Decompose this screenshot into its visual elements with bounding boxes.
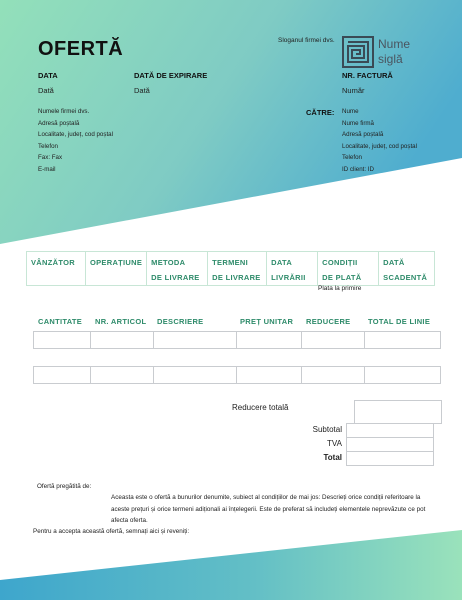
recipient-company[interactable]: Nume firmă [342,119,374,127]
items-header-row [33,317,440,329]
date-label: DATA [38,71,58,80]
cell-discount[interactable] [302,367,365,384]
payment-terms-value[interactable]: Plata la primire [318,285,362,292]
tax-label: TVA [327,439,342,448]
bottom-gradient-band [0,530,462,600]
page-title: OFERTĂ [38,38,124,60]
table-row [34,367,441,384]
square-spiral-logo-icon [342,36,374,68]
col-discount: REDUCERE [306,317,351,326]
col-seller: VÂNZĂTOR [27,252,86,286]
col-line-total: TOTAL DE LINIE [368,317,431,326]
expiry-date-value[interactable]: Dată [134,86,150,95]
recipient-client-id[interactable]: ID client: ID [342,165,374,173]
company-email[interactable]: E-mail [38,165,56,173]
col-payment-terms: CONDIȚII DE PLATĂ [318,252,379,286]
recipient-label: CĂTRE: [306,108,335,117]
col-unit-price: PREȚ UNITAR [240,317,294,326]
company-slogan: Sloganul firmei dvs. [278,37,335,44]
company-name[interactable]: Numele firmei dvs. [38,108,90,115]
company-address[interactable]: Adresă poștală [38,119,80,127]
col-delivery-date: DATA LIVRĂRII [267,252,318,286]
totals-table [346,423,434,466]
cell-discount[interactable] [302,332,365,349]
company-fax[interactable]: Fax: Fax [38,154,63,161]
total-label: Total [323,453,342,462]
cell-item-number[interactable] [91,332,154,349]
quote-terms-text[interactable]: Aceasta este o ofertă a bunurilor denumite, subiect al condițiilor de mai jos: Descrieți orice condiții referitoare la aceste prețuri și orice termeni adiționali ai înțelegerii. Este de preferat să includeți elementele neprevăzute ce pot afecta oferta. [111,494,426,524]
cell-unit-price[interactable] [237,332,302,349]
recipient-city[interactable]: Localitate, județ, cod poștal [342,142,417,150]
col-delivery-terms: TERMENI DE LIVRARE [208,252,267,286]
total-discount-field[interactable] [354,400,442,424]
tax-value[interactable] [347,438,434,452]
company-phone[interactable]: Telefon [38,142,58,150]
invoice-number-label: NR. FACTURĂ [342,71,393,80]
col-operation: OPERAȚIUNE [86,252,147,286]
table-row [34,332,441,349]
table-row [347,424,434,438]
company-info [38,106,113,175]
logo-name: Nume siglă [378,37,411,66]
subtotal-label: Subtotal [312,425,342,434]
total-discount-label: Reducere totală [232,403,289,412]
cell-line-total[interactable] [365,332,441,349]
col-item-number: NR. ARTICOL [95,317,147,326]
items-table-lower [33,366,441,384]
recipient-address[interactable]: Adresă poștală [342,131,384,138]
expiry-date-label: DATĂ DE EXPIRARE [134,71,208,80]
date-value[interactable]: Dată [38,86,54,95]
table-row [347,452,434,466]
cell-unit-price[interactable] [237,367,302,384]
table-row [347,438,434,452]
cell-quantity[interactable] [34,332,91,349]
cell-description[interactable] [154,332,237,349]
cell-item-number[interactable] [91,367,154,384]
details-header-row [27,252,435,286]
company-city[interactable]: Localitate, județ, cod poștal [38,131,113,138]
col-due-date: DATĂ SCADENTĂ [379,252,435,286]
prepared-by-label: Ofertă pregătită de: [37,483,92,490]
col-delivery-method: METODA DE LIVRARE [147,252,208,286]
items-table-upper [33,331,441,349]
col-description: DESCRIERE [157,317,204,326]
cell-quantity[interactable] [34,367,91,384]
invoice-number-value[interactable]: Număr [342,86,365,95]
accept-signature-text: Pentru a accepta această ofertă, semnați aici și reveniți: [33,528,190,535]
subtotal-value[interactable] [347,424,434,438]
recipient-name[interactable]: Nume [342,108,359,115]
details-table [26,251,435,286]
total-value[interactable] [347,452,434,466]
cell-line-total[interactable] [365,367,441,384]
recipient-info [342,106,417,175]
cell-description[interactable] [154,367,237,384]
col-quantity: CANTITATE [38,317,83,326]
recipient-phone[interactable]: Telefon [342,154,362,161]
